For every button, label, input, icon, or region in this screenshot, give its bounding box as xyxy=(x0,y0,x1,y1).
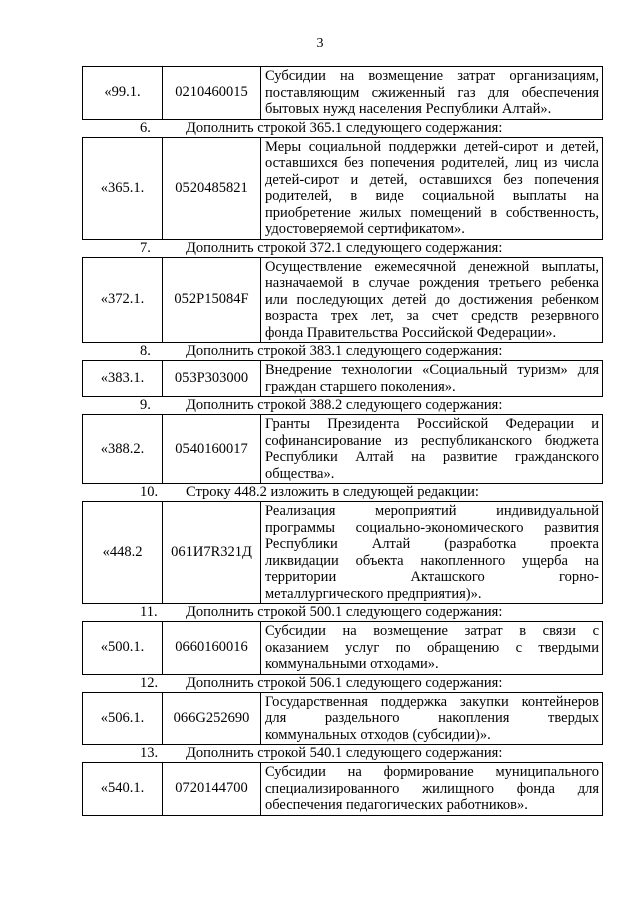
description-cell xyxy=(261,763,603,816)
row-number: «448.2 xyxy=(83,502,163,604)
description-line: софинансирование из республиканского бюджета xyxy=(265,432,599,449)
description-line: родителей, в виде социальной выплаты на xyxy=(265,188,599,204)
description-line: Меры социальной поддержки детей-сирот и детей, xyxy=(265,138,599,155)
instruction-text: Дополнить строкой 388.2 следующего содержания: xyxy=(186,397,503,413)
table-row xyxy=(83,763,603,816)
instruction-line xyxy=(82,397,603,414)
instruction-number: 10. xyxy=(140,484,159,500)
instruction-number: 13. xyxy=(140,745,159,761)
row-number: «540.1. xyxy=(83,763,163,816)
description-cell xyxy=(261,67,603,120)
code-table xyxy=(82,762,603,816)
instruction-number: 11. xyxy=(140,604,158,620)
instruction-text: Строку 448.2 изложить в следующей редакции: xyxy=(186,484,479,500)
budget-code: 061И7R321Д xyxy=(163,502,261,604)
description-line: детей-сирот и детей, оставшихся без попечения xyxy=(265,171,599,188)
code-table xyxy=(82,360,603,397)
instruction-line xyxy=(82,240,603,257)
budget-code: 0520485821 xyxy=(163,137,261,239)
description-line: удостоверяемой сертификатом». xyxy=(265,221,465,237)
description-line: Реализация мероприятий индивидуальной xyxy=(265,503,599,519)
description-cell xyxy=(261,692,603,745)
description-line: ликвидации объекта накопленного ущерба на xyxy=(265,552,599,569)
budget-code: 066G252690 xyxy=(163,692,261,745)
budget-code: 052P15084F xyxy=(163,257,261,343)
description-line: граждан старшего поколения». xyxy=(265,378,456,395)
instruction-line xyxy=(82,484,603,501)
description-cell xyxy=(261,257,603,343)
description-line: поставляющим сжиженный газ для обеспечения xyxy=(265,84,599,101)
instruction-text: Дополнить строкой 383.1 следующего содержания: xyxy=(186,343,503,359)
table-row xyxy=(83,137,603,239)
row-number: «99.1. xyxy=(83,67,163,120)
table-row xyxy=(83,257,603,343)
description-cell xyxy=(261,137,603,239)
description-line: приобретение жилых помещений в собственность, xyxy=(265,204,599,221)
description-cell xyxy=(261,502,603,604)
instruction-line xyxy=(82,604,603,621)
description-cell xyxy=(261,622,603,675)
row-number: «383.1. xyxy=(83,361,163,397)
table-row xyxy=(83,361,603,397)
description-line: оставшихся без попечения родителей, лиц из числа xyxy=(265,155,599,171)
code-table xyxy=(82,501,603,604)
instruction-number: 9. xyxy=(140,397,151,413)
code-table xyxy=(82,414,603,484)
row-number: «372.1. xyxy=(83,257,163,343)
description-line: обеспечения педагогических работников». xyxy=(265,797,528,813)
document-body xyxy=(82,66,603,816)
table-row xyxy=(83,502,603,604)
row-number: «388.2. xyxy=(83,415,163,484)
description-line: Субсидии на возмещение затрат организациям, xyxy=(265,68,599,84)
description-line: Гранты Президента Российской Федерации и xyxy=(265,416,599,432)
description-line: Государственная поддержка закупки контейнеров xyxy=(265,693,599,710)
description-line: Внедрение технологии «Социальный туризм» для xyxy=(265,362,599,378)
row-number: «500.1. xyxy=(83,622,163,675)
code-table xyxy=(82,137,603,240)
budget-code: 0210460015 xyxy=(163,67,261,120)
description-line: Осуществление ежемесячной денежной выплаты, xyxy=(265,258,599,275)
instruction-text: Дополнить строкой 506.1 следующего содержания: xyxy=(186,674,503,691)
description-line: оказанием услуг по обращению с твердыми xyxy=(265,639,599,656)
budget-code: 0660160016 xyxy=(163,622,261,675)
budget-code: 053P303000 xyxy=(163,361,261,397)
instruction-text: Дополнить строкой 372.1 следующего содержания: xyxy=(186,239,503,256)
description-line: коммунальных отходов (субсидии)». xyxy=(265,726,491,743)
instruction-line xyxy=(82,745,603,762)
description-cell xyxy=(261,415,603,484)
description-line: возраста трех лет, за счет средств резервного xyxy=(265,308,599,324)
budget-code: 0720144700 xyxy=(163,763,261,816)
row-number: «506.1. xyxy=(83,692,163,745)
description-line: или последующих детей до достижения ребенком xyxy=(265,291,599,308)
code-table xyxy=(82,692,603,746)
description-line: бытовых нужд населения Республики Алтай». xyxy=(265,101,552,117)
instruction-line xyxy=(82,343,603,360)
instruction-number: 8. xyxy=(140,343,151,359)
instruction-number: 7. xyxy=(140,239,151,256)
table-row xyxy=(83,415,603,484)
budget-code: 0540160017 xyxy=(163,415,261,484)
code-table xyxy=(82,621,603,675)
instruction-number: 12. xyxy=(140,674,159,691)
code-table xyxy=(82,257,603,344)
row-number: «365.1. xyxy=(83,137,163,239)
instruction-text: Дополнить строкой 365.1 следующего содержания: xyxy=(186,119,503,136)
table-row xyxy=(83,692,603,745)
description-line: назначаемой в случае рождения третьего ребенка xyxy=(265,275,599,291)
page-number: 3 xyxy=(316,36,324,51)
description-line: фонда Правительства Российской Федерации». xyxy=(265,324,557,341)
description-line: Субсидии на формирование муниципального xyxy=(265,764,599,780)
description-line: специализированного жилищного фонда для xyxy=(265,780,599,797)
description-line: территории Акташского горно- xyxy=(265,569,599,585)
description-line: коммунальными отходами». xyxy=(265,656,439,672)
instruction-text: Дополнить строкой 500.1 следующего содержания: xyxy=(186,604,503,620)
description-line: программы социально-экономического развития xyxy=(265,519,599,536)
description-line: Субсидии на возмещение затрат в связи с xyxy=(265,623,599,639)
description-line: Республики Алтай на развитие гражданского xyxy=(265,449,599,465)
description-line: Республики Алтай (разработка проекта xyxy=(265,536,599,552)
instruction-line xyxy=(82,675,603,692)
instruction-text: Дополнить строкой 540.1 следующего содержания: xyxy=(186,745,503,761)
description-cell xyxy=(261,361,603,397)
code-table xyxy=(82,66,603,120)
instruction-line xyxy=(82,120,603,137)
description-line: общества». xyxy=(265,465,335,482)
description-line: металлургического предприятия)». xyxy=(265,585,482,602)
description-line: для раздельного накопления твердых xyxy=(265,710,599,726)
table-row xyxy=(83,622,603,675)
table-row xyxy=(83,67,603,120)
instruction-number: 6. xyxy=(140,119,151,136)
